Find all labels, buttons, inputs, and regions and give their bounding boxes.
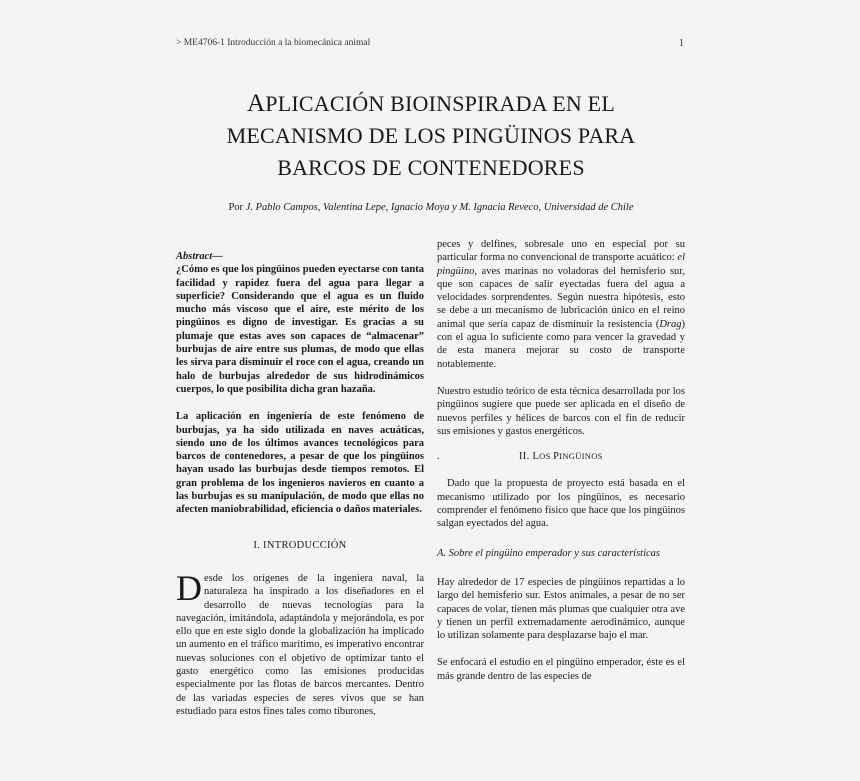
section-2-small-inguinos: INGÜINOS xyxy=(559,451,603,462)
left-column xyxy=(176,250,424,718)
subsection-heading-emperor: A. Sobre el pingüino emperador y sus características xyxy=(437,547,660,559)
author-line xyxy=(176,202,686,213)
abstract-paragraph-1: ¿Cómo es que los pingüinos pueden eyectarse con tanta facilidad y rapidez fuera del agua para llegar a superficie? Considerando que el agua es un fluido mucho más viscoso que el aire, este mérito de los pingüinos es digno de investigar. Es gracias a su plumaje que estas aves son capaces de “almacenar” burbujas de aire entre sus plumas, de modo que ellas les sirva para disminuir el roce con el agua, creando un halo de burbujas alrededor de sus hidrodinámicos cuerpos, lo que posibilita dicha gran hazaña. xyxy=(176,264,424,395)
right-column xyxy=(437,238,685,683)
section-heading-introduction: I. INTRODUCCIÓN xyxy=(253,539,347,551)
section-2-small-os: OS xyxy=(539,451,554,462)
abstract-paragraph-2: La aplicación en ingeniería de este fenómeno de burbujas, ya ha sido utilizada en naves acuáticas, siendo uno de los últimos avances tecnológicos para barcos de contenedores, a pesar de que los pingüinos hayan usado las burbujas desde tiempos remotos. El gran problema de los ingenieros navieros en cuanto a las burbujas es su manipulación, de modo que ellas no afecten maniobrabilidad, eficiencia o daños materiales. xyxy=(176,411,424,516)
section-2-cap-l: L xyxy=(532,451,540,463)
running-head: > ME4706-1 Introducción a la biomecánica animal xyxy=(176,38,371,48)
title-line-1-rest: PLICACIÓN BIOINSPIRADA EN EL xyxy=(265,91,615,116)
section-2-number: II. xyxy=(519,451,533,463)
paper-title xyxy=(176,88,686,184)
title-line-1 xyxy=(176,88,686,120)
introduction-text: esde los orígenes de la ingeniera naval, la naturaleza ha inspirado a los diseñadores en el desarrollo de nuevas tecnologías para la navegación, imitándola, adaptándola y mejorándola, es por ello que en este siglo donde la globalización ha implicado un aumento en el tráfico marítimo, es imperativo encontrar nuevas soluciones con el objetivo de optimizar tanto el gasto energético como las emisiones producidas especialmente por las flotas de barcos mercantes. Dentro de las variadas especies de seres vivos que se han estudiado para estos fines tales como tiburones, xyxy=(176,572,424,717)
emphasis-penguin: el pingüino xyxy=(437,252,685,277)
section-heading-penguins xyxy=(437,450,685,463)
introduction-paragraph xyxy=(176,567,424,718)
stray-dot: . xyxy=(437,451,440,463)
author-prefix: Por xyxy=(228,202,246,213)
title-line-2: MECANISMO DE LOS PINGÜINOS PARA xyxy=(226,123,636,148)
abstract-heading: Abstract— xyxy=(176,251,223,262)
study-paragraph: Nuestro estudio teórico de esta técnica desarrollada por los pingüinos sugiere que puede ser aplicada en el diseño de nuevos perfiles y hélices de barcos con el fin de reducir sus emisiones y gastos energéticos. xyxy=(437,385,685,437)
intro-continuation-paragraph xyxy=(437,238,685,371)
drop-cap: D xyxy=(176,567,202,608)
title-line-3: BARCOS DE CONTENEDORES xyxy=(277,155,585,180)
intro-continuation-text-a: peces y delfines, sobresale uno en especial por su particular forma no convencional de transporte acuático: xyxy=(437,239,685,264)
author-names: J. Pablo Campos, Valentina Lepe, Ignacio Moya y M. Ignacia Reveco, Universidad de Chile xyxy=(245,202,634,213)
page-number: 1 xyxy=(679,38,684,49)
penguins-intro-paragraph: Dado que la propuesta de proyecto está basada en el mecanismo utilizado por los pingüinos, es necesario comprender el fenómeno físico que hace que los pingüinos salgan eyectados del agua. xyxy=(437,478,685,530)
intro-continuation-text-b: , aves marinas no voladoras del hemisferio sur, que son capaces de salir eyectadas fuera del agua a velocidades sorprendentes. Según nuestra hipótesis, esto se debe a un mecanismo de lubricación único en el reino animal que sería capaz de disminuir la resistencia ( xyxy=(437,265,685,330)
intro-continuation-text-c: ) con el agua lo suficiente como para vencer la gravedad y de esta manera mejorar su costo de transporte notablemente. xyxy=(437,318,685,370)
section-2-cap-p: P xyxy=(553,451,560,463)
species-paragraph: Hay alrededor de 17 especies de pingüinos repartidas a lo largo del hemisferio sur. Estos animales, a pesar de no ser capaces de volar, tienen más plumas que cualquier otra ave y tienen un perfil extremadamente aerodinámico, aunque lo utilizan solamente para desplazarse bajo el mar. xyxy=(437,576,685,642)
title-initial: A xyxy=(247,90,266,117)
emperor-paragraph: Se enfocará el estudio en el pingüino emperador, éste es el más grande dentro de las especies de xyxy=(437,657,685,682)
emphasis-drag: Drag xyxy=(659,318,682,330)
